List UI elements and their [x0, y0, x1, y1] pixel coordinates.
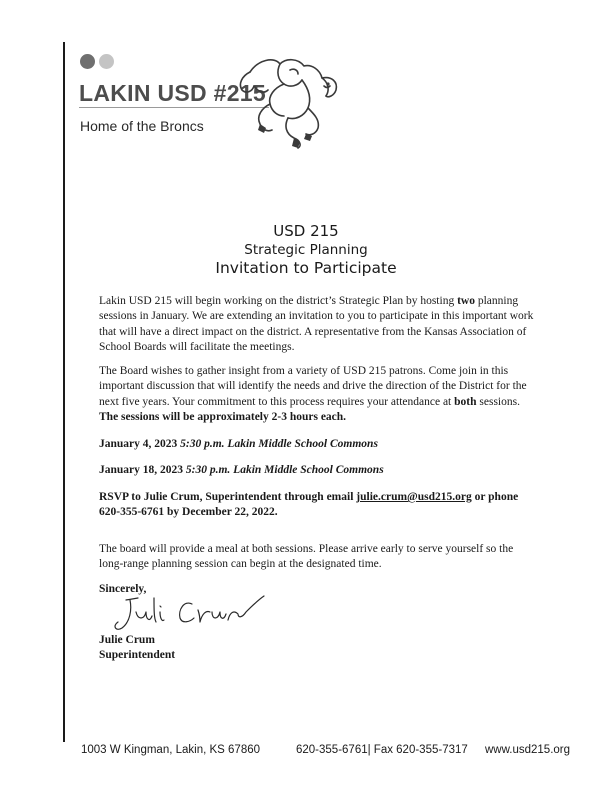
session-1: [99, 437, 539, 452]
session-2: [99, 463, 539, 478]
rsvp-email-link[interactable]: julie.crum@usd215.org: [356, 491, 472, 503]
footer-phone-fax: 620-355-6761| Fax 620-355-7317: [296, 744, 468, 756]
title-subject: Strategic Planning: [244, 242, 368, 258]
footer-website[interactable]: www.usd215.org: [485, 744, 571, 756]
dark-dot-icon: [80, 54, 95, 69]
session-1-date: January 4, 2023: [99, 438, 178, 450]
rsvp-paragraph: [99, 490, 539, 521]
intro-paragraph: [99, 294, 539, 355]
intro-text-b: planning sessions in January. We are extending an invitation to you to participate in this important work that will have a direct impact on the district. A representative from the Kansas Association of School Boards will facilitate the meetings.: [99, 295, 534, 353]
intro-text-a: Lakin USD 215 will begin working on the district’s Strategic Plan by hosting: [99, 295, 458, 307]
signer-name: Julie Crum: [99, 634, 155, 646]
intro-bold-two: two: [457, 295, 475, 307]
commitment-text-a: The Board wishes to gather insight from a variety of USD 215 patrons. Come join in this important discussion that will identify the needs and drive the direction of the District for the next five years. Your commitment to this process requires your attendance at: [99, 365, 527, 408]
left-margin-rule: [63, 42, 65, 742]
commitment-bold-both: both: [454, 395, 477, 408]
footer-address: 1003 W Kingman, Lakin, KS 67860: [81, 744, 261, 756]
rsvp-text-b: or phone 620-355-6761 by December 22, 2022.: [99, 491, 519, 519]
title-invitation: Invitation to Participate: [215, 259, 397, 277]
closing: Sincerely,: [99, 583, 147, 595]
logo-dots: [80, 54, 114, 69]
session-2-details: 5:30 p.m. Lakin Middle School Commons: [185, 464, 384, 476]
light-dot-icon: [99, 54, 114, 69]
commitment-bold-duration: The sessions will be approximately 2-3 hours each.: [99, 410, 347, 423]
session-2-date: January 18, 2023: [99, 464, 184, 476]
tagline: Home of the Broncs: [80, 118, 204, 134]
rsvp-text-a: RSVP to Julie Crum, Superintendent through email: [99, 491, 357, 503]
title-district: USD 215: [273, 222, 339, 240]
org-name: LAKIN USD #215: [79, 80, 266, 106]
session-1-details: 5:30 p.m. Lakin Middle School Commons: [180, 438, 378, 450]
commitment-paragraph: [99, 364, 539, 425]
signature-image: [108, 590, 268, 635]
meal-paragraph: The board will provide a meal at both sessions. Please arrive early to serve yourself so the long-range planning session can begin at the designated time.: [99, 543, 514, 571]
signer-title: Superintendent: [99, 649, 176, 661]
bronco-horse-icon: [228, 42, 346, 152]
commitment-text-b: sessions.: [476, 395, 520, 408]
